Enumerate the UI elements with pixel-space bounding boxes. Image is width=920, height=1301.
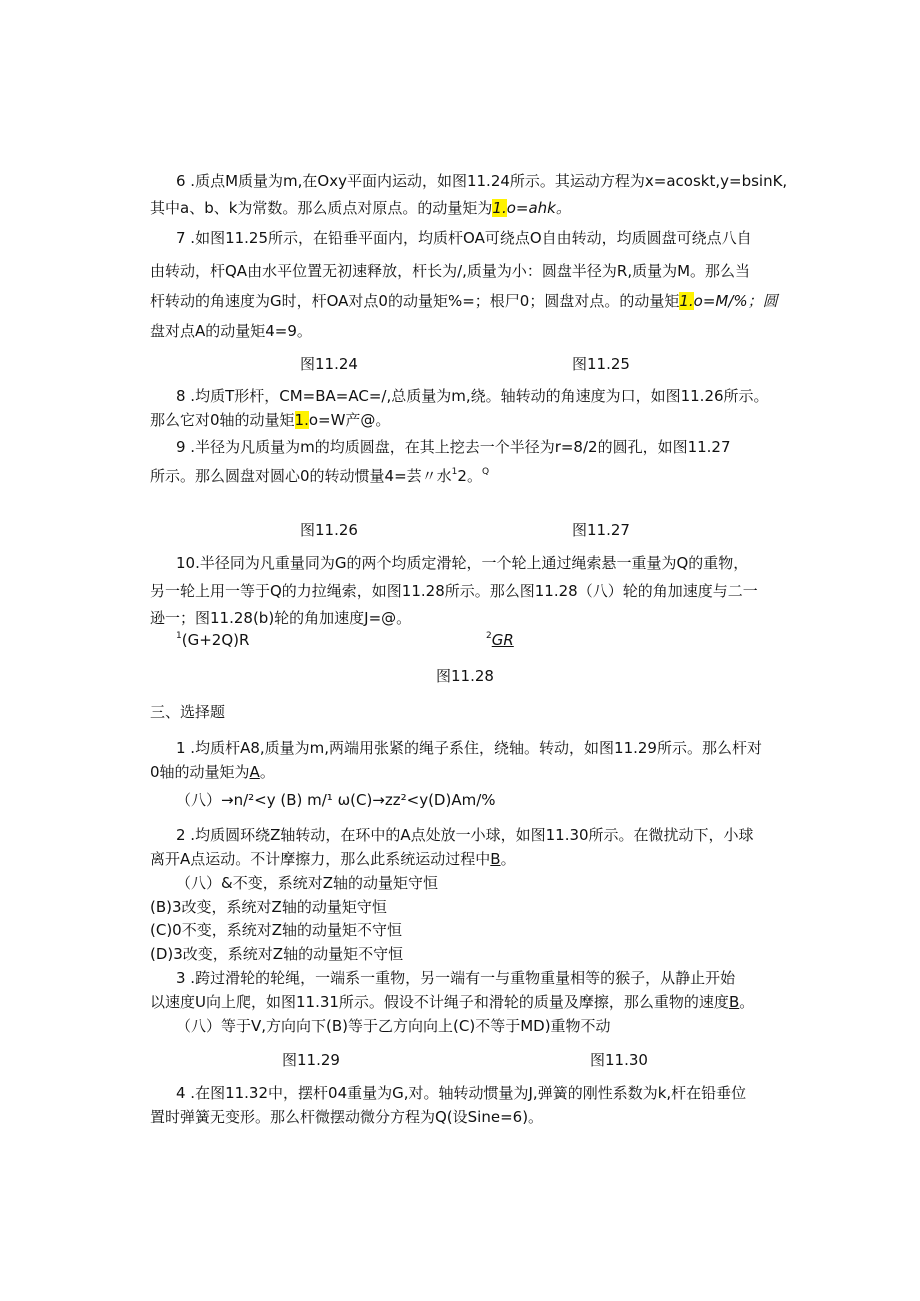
figure-caption-11-26: 图11.26 xyxy=(300,521,358,539)
q8-tail: o=W产@。 xyxy=(308,411,391,429)
q10-line-3: 逊一；图11.28(b)轮的角加速度J=@。 xyxy=(150,609,412,627)
q9-tail: 2。 xyxy=(457,467,482,485)
q6-line-2 xyxy=(150,198,571,218)
q6-tail: o=ahk。 xyxy=(506,199,571,217)
q6-line-1: 6 .质点M质量为m,在Oxy平面内运动，如图11.24所示。其运动方程为x=acoskt,y=bsinK, xyxy=(176,172,788,190)
c1-text: 0轴的动量矩为 xyxy=(150,763,250,781)
c2-option-b: (B)3改变，系统对Z轴的动量矩守恒 xyxy=(150,898,387,916)
c1-line-2 xyxy=(150,762,275,782)
q10-sup-1: 1 xyxy=(176,631,182,641)
c3-tail: 。 xyxy=(739,993,755,1011)
section-heading-choice: 三、选择题 xyxy=(150,703,226,721)
c2-line-1: 2 .均质圆环绕Z轴转动，在环中的A点处放一小球，如图11.30所示。在微扰动下，小球 xyxy=(176,826,754,844)
c2-option-d: (D)3改变，系统对Z轴的动量矩不守恒 xyxy=(150,945,404,963)
c4-line-2: 置时弹簧无变形。那么杆微摆动微分方程为Q(设Sine=6)。 xyxy=(150,1108,544,1126)
q10-line-1: 10.半径同为凡重量同为G的两个均质定滑轮，一个轮上通过绳索悬一重量为Q的重物， xyxy=(176,554,749,572)
q8-text: 那么它对0轴的动量矩 xyxy=(150,411,295,429)
c2-option-c: (C)0不变，系统对Z轴的动量矩不守恒 xyxy=(150,921,402,939)
figure-caption-11-29: 图11.29 xyxy=(282,1051,340,1069)
c1-answer: A xyxy=(249,763,260,781)
figure-caption-11-24: 图11.24 xyxy=(300,355,358,373)
q10-formula-a: (G+2Q)R xyxy=(181,631,250,649)
c3-text: 以速度U向上爬，如图11.31所示。假设不计绳子和滑轮的质量及摩擦，那么重物的速度 xyxy=(150,993,729,1011)
c3-line-1: 3 .跨过滑轮的轮绳，一端系一重物，另一端有一与重物重量相等的猴子，从静止开始 xyxy=(176,969,736,987)
q6-highlight: 1. xyxy=(492,199,507,217)
q9-text: 所示。那么圆盘对圆心0的转动惯量4=芸〃水 xyxy=(150,467,452,485)
q7-line-1: 7 .如图11.25所示，在铅垂平面内，均质杆OA可绕点O自由转动，均质圆盘可绕点八自 xyxy=(176,229,752,247)
q8-line-1: 8 .均质T形杆，CM=BA=AC=/,总质量为m,绕。轴转动的角速度为口，如图11.26所示。 xyxy=(176,387,769,405)
q7-line-4: 盘对点A的动量矩4=9。 xyxy=(150,322,312,340)
q10-line-4b xyxy=(486,630,514,650)
q8-line-2 xyxy=(150,410,390,430)
c3-options: （八）等于V,方向向下(B)等于乙方向向上(C)不等于MD)重物不动 xyxy=(176,1017,611,1035)
q10-formula-b: GR xyxy=(491,631,514,649)
q7-highlight: 1. xyxy=(679,292,694,310)
c3-answer: B xyxy=(728,993,740,1011)
q8-highlight: 1. xyxy=(294,411,309,429)
figure-caption-11-30: 图11.30 xyxy=(590,1051,648,1069)
figure-caption-11-28: 图11.28 xyxy=(436,667,494,685)
q7-line-2: 由转动，杆QA由水平位置无初速释放，杆长为/,质量为小：圆盘半径为R,质量为M。那么当 xyxy=(150,262,751,280)
c2-tail: 。 xyxy=(500,850,516,868)
q7-tail: o=M/%；圆 xyxy=(693,292,778,310)
c1-line-1: 1 .均质杆A8,质量为m,两端用张紧的绳子系住，绕轴。转动，如图11.29所示。那么杆对 xyxy=(176,739,762,757)
q9-sup-2: Q xyxy=(481,467,490,477)
figure-caption-11-27: 图11.27 xyxy=(572,521,630,539)
c4-line-1: 4 .在图11.32中，摆杆04重量为G,对。轴转动惯量为J,弹簧的刚性系数为k,杆在铅垂位 xyxy=(176,1084,747,1102)
q7-text: 杆转动的角速度为G时，杆OA对点0的动量矩%=；根尸0；圆盘对点。的动量矩 xyxy=(150,292,680,310)
c1-options: （八）→n/²<y (B) m/¹ ω(C)→zz²<y(D)Am/% xyxy=(176,791,496,809)
q9-line-1: 9 .半径为凡质量为m的均质圆盘，在其上挖去一个半径为r=8∕2的圆孔，如图11.27 xyxy=(176,438,731,456)
q9-line-2 xyxy=(150,466,489,486)
q10-line-4a xyxy=(176,630,249,650)
c2-text: 离开A点运动。不计摩擦力，那么此系统运动过程中 xyxy=(150,850,491,868)
c2-line-2 xyxy=(150,849,516,869)
figure-caption-11-25: 图11.25 xyxy=(572,355,630,373)
c3-line-2 xyxy=(150,992,754,1012)
c2-option-a: （八）&不变，系统对Z轴的动量矩守恒 xyxy=(176,874,438,892)
q10-line-2: 另一轮上用一等于Q的力拉绳索，如图11.28所示。那么图11.28（八）轮的角加速度与二一 xyxy=(150,582,758,600)
q10-sup-2: 2 xyxy=(486,631,492,641)
c1-tail: 。 xyxy=(259,763,275,781)
q9-sup-1: 1 xyxy=(451,467,458,477)
q6-text: 其中a、b、k为常数。那么质点对原点。的动量矩为 xyxy=(150,199,493,217)
c2-answer: B xyxy=(490,850,501,868)
q7-line-3 xyxy=(150,291,778,311)
